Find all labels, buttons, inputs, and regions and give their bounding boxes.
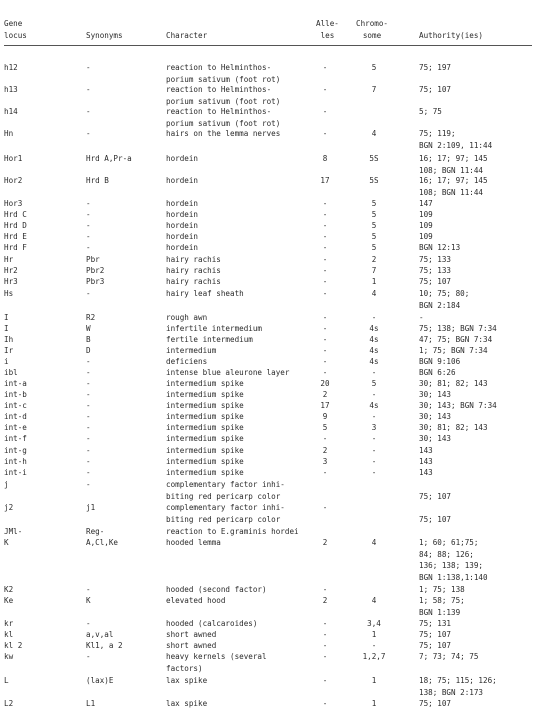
synonyms-cell: -	[86, 457, 91, 466]
character-cell: lax spike	[166, 676, 208, 685]
chromosome-cell: 4s	[369, 324, 379, 333]
character-cell: hooded (calcaroides)	[166, 619, 258, 628]
synonyms-cell: W	[86, 324, 91, 333]
synonyms-cell: -	[86, 468, 91, 477]
synonyms-cell: -	[86, 232, 91, 241]
authority-cell: 75; 131	[419, 619, 452, 628]
chromosome-cell: 5S	[369, 154, 379, 163]
gene-locus-cell: Hs	[4, 289, 14, 298]
alleles-cell: -	[322, 324, 328, 333]
chromosome-cell: 5	[371, 379, 377, 388]
chromosome-cell: -	[371, 434, 377, 443]
authority-cell: 109	[419, 210, 433, 219]
header-chromosome: Chromo- some	[356, 19, 389, 40]
synonyms-cell: L1	[86, 699, 96, 708]
gene-locus-cell: int-h	[4, 457, 27, 466]
synonyms-cell: -	[86, 199, 91, 208]
gene-locus-cell: int-e	[4, 423, 27, 432]
synonyms-cell: -	[86, 243, 91, 252]
chromosome-cell: 5	[371, 243, 377, 252]
synonyms-cell: Hrd A,Pr-a	[86, 154, 132, 163]
synonyms-cell: -	[86, 412, 91, 421]
alleles-cell: -	[322, 335, 328, 344]
gene-locus-cell: int-i	[4, 468, 27, 477]
gene-locus-cell: ibl	[4, 368, 18, 377]
authority-cell: 75; 107	[419, 641, 452, 650]
chromosome-cell: -	[371, 641, 377, 650]
alleles-cell: 2	[322, 538, 328, 547]
authority-cell: BGN 12:13	[419, 243, 461, 252]
gene-locus-cell: h14	[4, 107, 18, 116]
authority-cell: 75; 119; BGN 2:109, 11:44	[419, 129, 493, 150]
alleles-cell: 17	[320, 176, 330, 185]
gene-locus-cell: Ke	[4, 596, 14, 605]
alleles-cell: -	[322, 243, 328, 252]
authority-cell: 143	[419, 457, 433, 466]
authority-cell: 75; 107	[419, 514, 452, 524]
alleles-cell: -	[322, 85, 328, 94]
synonyms-cell: -	[86, 357, 91, 366]
authority-cell: 143	[419, 468, 433, 477]
synonyms-cell: Kl1, a 2	[86, 641, 123, 650]
gene-locus-cell: int-c	[4, 401, 27, 410]
character-cell: intermedium spike	[166, 446, 244, 455]
chromosome-cell: 5	[371, 63, 377, 72]
gene-locus-cell: K2	[4, 585, 14, 594]
synonyms-cell: Reg-	[86, 527, 105, 536]
alleles-cell: -	[322, 357, 328, 366]
character-cell: reaction to Helminthos- porium sativum (foot rot)	[166, 63, 281, 84]
synonyms-cell: -	[86, 390, 91, 399]
character-cell: hordein	[166, 243, 199, 252]
authority-cell: BGN 6:26	[419, 368, 456, 377]
character-cell: reaction to E.graminis hordei	[166, 527, 299, 536]
character-cell: intermedium spike	[166, 423, 244, 432]
authority-cell: 30; 143	[419, 434, 452, 443]
alleles-cell: -	[322, 277, 328, 286]
authority-cell: 10; 75; 80; BGN 2:184	[419, 289, 470, 310]
authority-cell: 30; 81; 82; 143	[419, 423, 488, 432]
synonyms-cell: -	[86, 585, 91, 594]
alleles-cell: -	[322, 641, 328, 650]
alleles-cell: -	[322, 255, 328, 264]
alleles-cell: 9	[322, 412, 328, 421]
character-cell: intermedium spike	[166, 457, 244, 466]
synonyms-cell: Pbr3	[86, 277, 105, 286]
gene-locus-cell: int-g	[4, 446, 27, 455]
gene-locus-cell: kl 2	[4, 641, 23, 650]
authority-cell: 1; 75; BGN 7:34	[419, 346, 488, 355]
synonyms-cell: j1	[86, 503, 96, 512]
character-cell: hordein	[166, 210, 199, 219]
chromosome-cell: 4s	[369, 346, 379, 355]
alleles-cell: -	[322, 346, 328, 355]
alleles-cell: -	[322, 676, 328, 685]
character-cell: short awned	[166, 630, 217, 639]
character-cell: intermedium spike	[166, 468, 244, 477]
character-cell: hairy rachis	[166, 255, 221, 264]
alleles-cell: -	[322, 699, 328, 708]
chromosome-cell: 4	[371, 596, 377, 605]
chromosome-cell: 1,2,7	[362, 652, 386, 661]
synonyms-cell: -	[86, 480, 91, 489]
chromosome-cell: 4s	[369, 357, 379, 366]
gene-locus-cell: int-a	[4, 379, 27, 388]
alleles-cell: 3	[322, 457, 328, 466]
gene-locus-cell: Ir	[4, 346, 14, 355]
header-synonyms: Synonyms	[86, 31, 123, 40]
gene-locus-cell: Hn	[4, 129, 14, 138]
character-cell: reaction to Helminthos- porium sativum (foot rot)	[166, 85, 281, 106]
authority-cell: 109	[419, 232, 433, 241]
character-cell: hairy rachis	[166, 266, 221, 275]
authority-cell: 75; 197	[419, 63, 452, 72]
character-cell: hordein	[166, 232, 199, 241]
synonyms-cell: R2	[86, 313, 96, 322]
chromosome-cell: 1	[371, 277, 377, 286]
chromosome-cell: 1	[371, 676, 377, 685]
chromosome-cell: -	[371, 446, 377, 455]
alleles-cell: -	[322, 199, 328, 208]
gene-locus-cell: Hr2	[4, 266, 18, 275]
gene-locus-cell: Hr3	[4, 277, 18, 286]
header-character: Character	[166, 31, 208, 40]
gene-locus-cell: L2	[4, 699, 14, 708]
synonyms-cell: Pbr2	[86, 266, 105, 275]
chromosome-cell: 2	[371, 255, 377, 264]
gene-locus-cell: Hrd E	[4, 232, 27, 241]
chromosome-cell: 1	[371, 699, 377, 708]
header-rule	[4, 45, 532, 46]
alleles-cell: 2	[322, 390, 328, 399]
gene-locus-cell: JMl-	[4, 527, 23, 536]
character-cell: hairs on the lemma nerves	[166, 129, 281, 138]
alleles-cell: -	[322, 368, 328, 377]
alleles-cell: -	[322, 63, 328, 72]
chromosome-cell: 4s	[369, 335, 379, 344]
authority-cell: 147	[419, 199, 433, 208]
authority-cell: 47; 75; BGN 7:34	[419, 335, 493, 344]
gene-locus-cell: kl	[4, 630, 14, 639]
synonyms-cell: -	[86, 129, 91, 138]
character-cell: short awned	[166, 641, 217, 650]
alleles-cell: -	[322, 313, 328, 322]
alleles-cell: -	[322, 221, 328, 230]
synonyms-cell: -	[86, 401, 91, 410]
character-cell: elevated hood	[166, 596, 226, 605]
character-cell: lax spike	[166, 699, 208, 708]
gene-locus-cell: int-f	[4, 434, 27, 443]
gene-locus-cell: i	[4, 357, 9, 366]
synonyms-cell: K	[86, 596, 91, 605]
authority-cell: 30; 143; BGN 7:34	[419, 401, 497, 410]
chromosome-cell: 4s	[369, 401, 379, 410]
gene-locus-cell: h13	[4, 85, 18, 94]
chromosome-cell: -	[371, 457, 377, 466]
authority-cell: 30; 143	[419, 390, 452, 399]
synonyms-cell: -	[86, 423, 91, 432]
character-cell: reaction to Helminthos- porium sativum (foot rot)	[166, 107, 281, 128]
character-cell: hairy leaf sheath	[166, 289, 244, 298]
gene-locus-cell: K	[4, 538, 9, 547]
authority-cell: 7; 73; 74; 75	[419, 652, 479, 661]
gene-locus-cell: Hor2	[4, 176, 23, 185]
chromosome-cell: 1	[371, 630, 377, 639]
synonyms-cell: -	[86, 434, 91, 443]
gene-locus-cell: Ih	[4, 335, 14, 344]
alleles-cell: -	[322, 232, 328, 241]
authority-cell: 75; 107	[419, 630, 452, 639]
authority-cell: 30; 81; 82; 143	[419, 379, 488, 388]
synonyms-cell: D	[86, 346, 91, 355]
synonyms-cell: a,v,al	[86, 630, 114, 639]
alleles-cell: -	[322, 619, 328, 628]
gene-locus-cell: L	[4, 676, 9, 685]
gene-locus-cell: kr	[4, 619, 14, 628]
gene-locus-cell: kw	[4, 652, 14, 661]
alleles-cell: -	[322, 468, 328, 477]
chromosome-cell: 4	[371, 129, 377, 138]
character-cell: fertile intermedium	[166, 335, 253, 344]
gene-locus-cell: j2	[4, 503, 14, 512]
authority-cell: 1; 58; 75; BGN 1:139	[419, 596, 465, 617]
chromosome-cell: 7	[371, 266, 377, 275]
character-cell: deficiens	[166, 357, 208, 366]
authority-cell: 143	[419, 446, 433, 455]
synonyms-cell: -	[86, 652, 91, 661]
character-cell: intermedium spike	[166, 379, 244, 388]
synonyms-cell: -	[86, 85, 91, 94]
authority-cell: -	[419, 313, 424, 322]
gene-locus-cell: Hr	[4, 255, 14, 264]
chromosome-cell: 7	[371, 85, 377, 94]
character-cell: hairy rachis	[166, 277, 221, 286]
character-cell: hordein	[166, 221, 199, 230]
alleles-cell: -	[322, 434, 328, 443]
character-cell: complementary factor inhi- biting red pericarp color	[166, 503, 285, 524]
authority-cell: 75; 133	[419, 255, 452, 264]
gene-locus-cell: I	[4, 324, 9, 333]
gene-locus-cell: Hor3	[4, 199, 23, 208]
alleles-cell: 5	[322, 423, 328, 432]
alleles-cell: -	[322, 289, 328, 298]
authority-cell: 75; 138; BGN 7:34	[419, 324, 497, 333]
character-cell: hooded lemma	[166, 538, 221, 547]
alleles-cell: -	[322, 652, 328, 661]
authority-cell: 18; 75; 115; 126; 138; BGN 2:173	[419, 676, 497, 697]
authority-cell: 75; 133	[419, 266, 452, 275]
authority-cell: 109	[419, 221, 433, 230]
chromosome-cell: -	[371, 313, 377, 322]
chromosome-cell: -	[371, 412, 377, 421]
synonyms-cell: -	[86, 379, 91, 388]
character-cell: intermedium spike	[166, 401, 244, 410]
chromosome-cell: 3	[371, 423, 377, 432]
synonyms-cell: A,Cl,Ke	[86, 538, 119, 547]
character-cell: rough awn	[166, 313, 208, 322]
character-cell: hordein	[166, 176, 199, 185]
authority-cell: 1; 60; 61;75; 84; 88; 126; 136; 138; 139; BGN 1:138,1:140	[419, 538, 488, 582]
synonyms-cell: -	[86, 619, 91, 628]
synonyms-cell: Pbr	[86, 255, 100, 264]
chromosome-cell: -	[371, 468, 377, 477]
synonyms-cell: -	[86, 446, 91, 455]
synonyms-cell: -	[86, 107, 91, 116]
chromosome-cell: -	[371, 368, 377, 377]
alleles-cell: -	[322, 129, 328, 138]
gene-locus-cell: Hrd C	[4, 210, 27, 219]
gene-locus-cell: Hor1	[4, 154, 23, 163]
authority-cell: 5; 75	[419, 107, 442, 116]
alleles-cell: -	[322, 630, 328, 639]
alleles-cell: 2	[322, 596, 328, 605]
chromosome-cell: 4	[371, 538, 377, 547]
alleles-cell: -	[322, 210, 328, 219]
header-alleles: Alle- les	[316, 19, 339, 40]
authority-cell: 16; 17; 97; 145 108; BGN 11:44	[419, 176, 488, 197]
alleles-cell: 2	[322, 446, 328, 455]
character-cell: intermedium spike	[166, 390, 244, 399]
alleles-cell: -	[322, 503, 328, 512]
character-cell: intermedium	[166, 346, 217, 355]
chromosome-cell: -	[371, 390, 377, 399]
gene-locus-cell: int-b	[4, 390, 27, 399]
character-cell: intermedium spike	[166, 434, 244, 443]
synonyms-cell: -	[86, 210, 91, 219]
alleles-cell: -	[322, 266, 328, 275]
character-cell: heavy kernels (several factors)	[166, 652, 267, 673]
gene-locus-cell: h12	[4, 63, 18, 72]
character-cell: intense blue aleurone layer	[166, 368, 290, 377]
character-cell: infertile intermedium	[166, 324, 263, 333]
authority-cell: 75; 107	[419, 491, 452, 501]
authority-cell: 16; 17; 97; 145 108; BGN 11:44	[419, 154, 488, 175]
header-authority: Authority(ies)	[419, 31, 484, 40]
alleles-cell: 17	[320, 401, 330, 410]
gene-locus-cell: Hrd D	[4, 221, 27, 230]
character-cell: complementary factor inhi- biting red pericarp color	[166, 480, 285, 501]
character-cell: intermedium spike	[166, 412, 244, 421]
chromosome-cell: 5	[371, 199, 377, 208]
synonyms-cell: (lax)E	[86, 676, 114, 685]
chromosome-cell: 3,4	[367, 619, 381, 628]
character-cell: hordein	[166, 199, 199, 208]
authority-cell: 75; 107	[419, 699, 452, 708]
chromosome-cell: 5	[371, 232, 377, 241]
gene-locus-cell: I	[4, 313, 9, 322]
chromosome-cell: 5	[371, 221, 377, 230]
synonyms-cell: -	[86, 289, 91, 298]
alleles-cell: -	[322, 585, 328, 594]
character-cell: hordein	[166, 154, 199, 163]
synonyms-cell: -	[86, 221, 91, 230]
gene-locus-cell: int-d	[4, 412, 27, 421]
alleles-cell: 20	[320, 379, 330, 388]
authority-cell: 75; 107	[419, 85, 452, 94]
chromosome-cell: 4	[371, 289, 377, 298]
chromosome-cell: 5S	[369, 176, 379, 185]
authority-cell: 30; 143	[419, 412, 452, 421]
synonyms-cell: Hrd B	[86, 176, 109, 185]
authority-cell: 75; 107	[419, 277, 452, 286]
header-gene-locus: Gene locus	[4, 19, 27, 40]
authority-cell: 1; 75; 138	[419, 585, 465, 594]
gene-locus-cell: Hrd F	[4, 243, 27, 252]
authority-cell: BGN 9:106	[419, 357, 461, 366]
synonyms-cell: B	[86, 335, 91, 344]
alleles-cell: -	[322, 107, 328, 116]
gene-locus-cell: j	[4, 480, 9, 489]
character-cell: hooded (second factor)	[166, 585, 267, 594]
synonyms-cell: -	[86, 368, 91, 377]
chromosome-cell: 5	[371, 210, 377, 219]
synonyms-cell: -	[86, 63, 91, 72]
alleles-cell: 8	[322, 154, 328, 163]
